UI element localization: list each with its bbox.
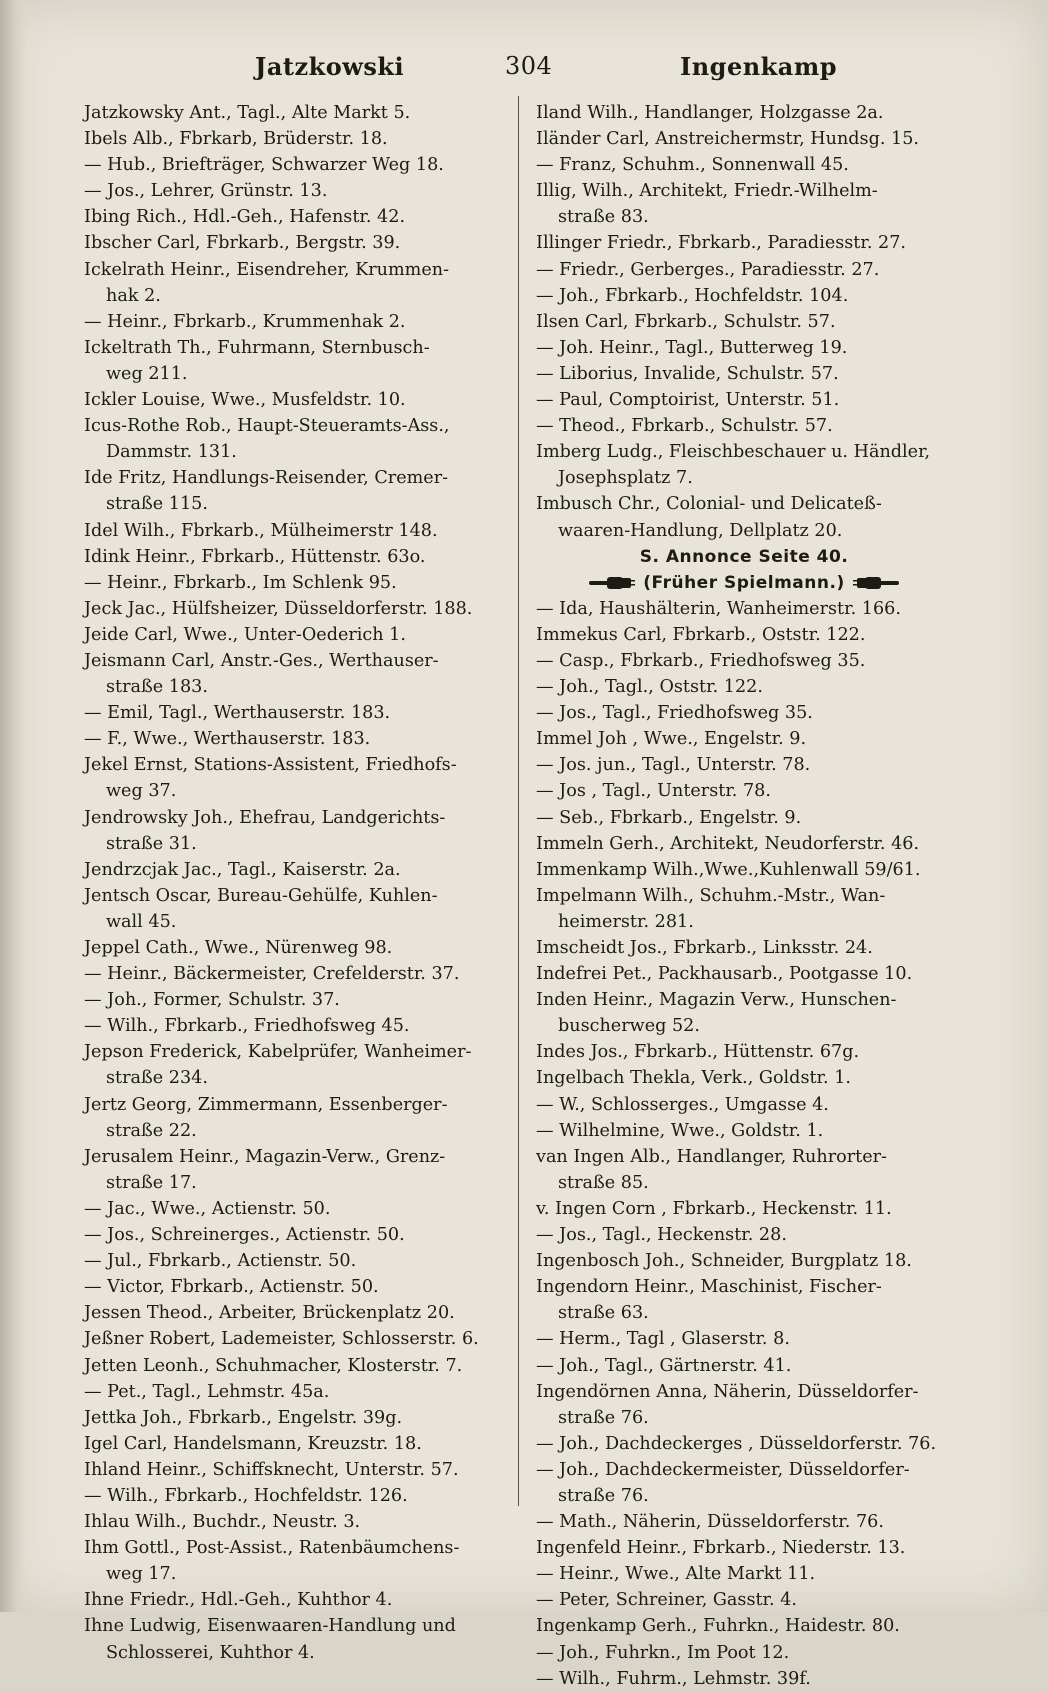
directory-entry [84, 648, 500, 700]
directory-entry [84, 987, 500, 1013]
entry-text: — Victor, Fbrkarb., Actienstr. 50. [84, 1277, 379, 1298]
entry-continuation: straße 76. [558, 1407, 649, 1428]
entry-continuation: waaren-Handlung, Dellplatz 20. [558, 520, 843, 541]
entry-text: Indes Jos., Fbrkarb., Hüttenstr. 67g. [536, 1042, 860, 1063]
entry-text: Idink Heinr., Fbrkarb., Hüttenstr. 63o. [84, 546, 426, 567]
entry-continuation: straße 234. [106, 1068, 208, 1089]
entry-text: Illinger Friedr., Fbrkarb., Paradiesstr. 27. [536, 233, 906, 254]
entry-continuation: weg 17. [106, 1564, 177, 1585]
entry-continuation: straße 63. [558, 1303, 649, 1324]
directory-entry [536, 857, 952, 883]
entry-text: — Heinr., Wwe., Alte Markt 11. [536, 1564, 816, 1585]
entry-text: Ickler Louise, Wwe., Musfeldstr. 10. [84, 390, 406, 411]
entry-continuation: Schlosserei, Kuhthor 4. [106, 1642, 315, 1663]
column-divider [518, 96, 519, 1506]
directory-entry [536, 283, 952, 309]
directory-entry [536, 439, 952, 491]
directory-entry [536, 805, 952, 831]
directory-entry [536, 1587, 952, 1613]
entry-text: — Heinr., Fbrkarb., Im Schlenk 95. [84, 572, 397, 593]
entry-text: — Joh. Heinr., Tagl., Butterweg 19. [536, 337, 848, 358]
directory-entry [536, 361, 952, 387]
entry-text: Indefrei Pet., Packhausarb., Pootgasse 10. [536, 964, 913, 985]
entry-text: Jeismann Carl, Anstr.-Ges., Werthauser- [84, 650, 439, 671]
directory-entry [84, 1013, 500, 1039]
directory-entry [536, 883, 952, 935]
entry-text: — Wilh., Fbrkarb., Friedhofsweg 45. [84, 1016, 410, 1037]
entry-text: Jendrzcjak Jac., Tagl., Kaiserstr. 2a. [84, 859, 401, 880]
entry-continuation: straße 115. [106, 494, 208, 515]
entry-text: — Jos. jun., Tagl., Unterstr. 78. [536, 755, 811, 776]
directory-entry [536, 491, 952, 543]
entry-text: — W., Schlosserges., Umgasse 4. [536, 1094, 829, 1115]
entry-text: — F., Wwe., Werthauserstr. 183. [84, 729, 371, 750]
entry-text: — Jos., Tagl., Friedhofsweg 35. [536, 703, 813, 724]
directory-entry [84, 1535, 500, 1587]
entry-text: Ingenbosch Joh., Schneider, Burgplatz 18. [536, 1251, 912, 1272]
entry-text: — Wilhelmine, Wwe., Goldstr. 1. [536, 1120, 824, 1141]
directory-entry [536, 1666, 952, 1692]
entry-text: van Ingen Alb., Handlanger, Ruhrorter- [536, 1146, 887, 1167]
directory-entry [84, 335, 500, 387]
directory-entry [84, 1587, 500, 1613]
advertisement-text: S. Annonce Seite 40. [639, 546, 849, 567]
directory-entry [536, 1274, 952, 1326]
entry-text: — Joh., Former, Schulstr. 37. [84, 990, 340, 1011]
entry-text: — Jos., Tagl., Heckenstr. 28. [536, 1225, 787, 1246]
directory-entry [84, 544, 500, 570]
directory-entry [536, 674, 952, 700]
entry-text: — Joh., Fuhrkn., Im Poot 12. [536, 1642, 790, 1663]
entry-text: — Heinr., Bäckermeister, Crefelderstr. 37. [84, 964, 460, 985]
left-column [84, 100, 500, 1666]
entry-text: — Ida, Haushälterin, Wanheimerstr. 166. [536, 598, 901, 619]
directory-entry [536, 778, 952, 804]
entry-continuation: Josephsplatz 7. [558, 468, 693, 489]
directory-entry [84, 1039, 500, 1091]
entry-continuation: hak 2. [106, 285, 161, 306]
directory-entry [84, 230, 500, 256]
directory-entry [536, 413, 952, 439]
entry-text: Jentsch Oscar, Bureau-Gehülfe, Kuhlen- [84, 885, 438, 906]
pointing-hand-icon [853, 575, 899, 591]
entry-text: — Pet., Tagl., Lehmstr. 45a. [84, 1381, 330, 1402]
running-head [80, 46, 960, 86]
directory-entry [84, 1613, 500, 1665]
entry-text: Inden Heinr., Magazin Verw., Hunschen- [536, 990, 897, 1011]
directory-entry [84, 1196, 500, 1222]
entry-text: — Hub., Briefträger, Schwarzer Weg 18. [84, 155, 444, 176]
directory-entry [536, 335, 952, 361]
advertisement-note [536, 544, 952, 570]
directory-entry [536, 1222, 952, 1248]
directory-entry [536, 1118, 952, 1144]
entry-text: Jertz Georg, Zimmermann, Essenberger- [84, 1094, 448, 1115]
directory-entry [84, 126, 500, 152]
directory-entry [84, 935, 500, 961]
directory-entry [536, 152, 952, 178]
entry-text: Jendrowsky Joh., Ehefrau, Landgerichts- [84, 807, 446, 828]
directory-entry [536, 622, 952, 648]
entry-text: — Paul, Comptoirist, Unterstr. 51. [536, 390, 840, 411]
entry-text: Idel Wilh., Fbrkarb., Mülheimerstr 148. [84, 520, 438, 541]
entry-text: Jeppel Cath., Wwe., Nürenweg 98. [84, 938, 393, 958]
directory-entry [536, 387, 952, 413]
page-binding-shadow [0, 0, 26, 1612]
directory-entry [84, 805, 500, 857]
directory-entry [536, 961, 952, 987]
directory-entry [84, 857, 500, 883]
entry-text: Jerusalem Heinr., Magazin-Verw., Grenz- [84, 1146, 446, 1167]
header-left-keyword: Jatzkowski [255, 52, 405, 81]
entry-text: Immeln Gerh., Architekt, Neudorferstr. 46. [536, 833, 920, 854]
entry-continuation: weg 211. [106, 363, 188, 384]
directory-entry [84, 1431, 500, 1457]
directory-entry [84, 883, 500, 935]
directory-entry [536, 752, 952, 778]
entry-text: Imscheidt Jos., Fbrkarb., Linksstr. 24. [536, 938, 873, 958]
entry-text: Ihland Heinr., Schiffsknecht, Unterstr. 57. [84, 1459, 459, 1480]
entry-text: — Jac., Wwe., Actienstr. 50. [84, 1198, 331, 1219]
entry-text: — Wilh., Fbrkarb., Hochfeldstr. 126. [84, 1485, 408, 1506]
entry-text: Immenkamp Wilh.,Wwe.,Kuhlenwall 59/61. [536, 859, 921, 880]
directory-entry [84, 1248, 500, 1274]
directory-entry [536, 257, 952, 283]
entry-text: Imbusch Chr., Colonial- und Delicateß- [536, 494, 882, 515]
right-column [536, 100, 952, 1692]
directory-entry [84, 1509, 500, 1535]
entry-text: Ingenkamp Gerh., Fuhrkn., Haidestr. 80. [536, 1616, 900, 1637]
directory-entry [84, 1457, 500, 1483]
directory-entry [84, 596, 500, 622]
entry-continuation: straße 31. [106, 833, 197, 854]
directory-entry [536, 230, 952, 256]
directory-entry [84, 204, 500, 230]
directory-entry [536, 1640, 952, 1666]
entry-continuation: straße 76. [558, 1485, 649, 1506]
advertisement-note [536, 570, 952, 596]
entry-text: — Peter, Schreiner, Gasstr. 4. [536, 1590, 798, 1611]
directory-entry [536, 700, 952, 726]
directory-entry [536, 100, 952, 126]
entry-text: Jettka Joh., Fbrkarb., Engelstr. 39g. [84, 1407, 403, 1428]
directory-entry [536, 309, 952, 335]
entry-text: Iländer Carl, Anstreichermstr, Hundsg. 15. [536, 129, 920, 150]
entry-continuation: heimerstr. 281. [558, 911, 694, 932]
directory-entry [84, 1300, 500, 1326]
entry-text: Ingelbach Thekla, Verk., Goldstr. 1. [536, 1068, 851, 1089]
entry-text: Jatzkowsky Ant., Tagl., Alte Markt 5. [84, 103, 411, 123]
directory-entry [84, 152, 500, 178]
entry-text: Ingenfeld Heinr., Fbrkarb., Niederstr. 13. [536, 1538, 906, 1559]
entry-text: — Joh., Dachdeckerges , Düsseldorferstr. 76. [536, 1433, 937, 1454]
entry-text: Ilsen Carl, Fbrkarb., Schulstr. 57. [536, 311, 836, 332]
directory-entry [536, 1379, 952, 1431]
directory-entry [84, 1144, 500, 1196]
entry-text: Jeide Carl, Wwe., Unter-Oederich 1. [84, 624, 406, 645]
directory-entry [536, 935, 952, 961]
entry-text: Ingendörnen Anna, Näherin, Düsseldorfer- [536, 1381, 919, 1402]
directory-entry [536, 831, 952, 857]
entry-text: Icus-Rothe Rob., Haupt-Steueramts-Ass., [84, 416, 450, 437]
entry-text: Ingendorn Heinr., Maschinist, Fischer- [536, 1277, 882, 1298]
directory-entry [536, 1326, 952, 1352]
directory-entry [536, 1065, 952, 1091]
directory-entry [84, 387, 500, 413]
directory-entry [536, 1509, 952, 1535]
entry-text: Imberg Ludg., Fleischbeschauer u. Händler, [536, 442, 931, 463]
entry-text: Illig, Wilh., Architekt, Friedr.-Wilhelm- [536, 181, 878, 202]
entry-text: Ihlau Wilh., Buchdr., Neustr. 3. [84, 1512, 361, 1533]
entry-text: Immel Joh , Wwe., Engelstr. 9. [536, 729, 807, 750]
entry-text: — Franz, Schuhm., Sonnenwall 45. [536, 155, 849, 176]
entry-text: — Jos , Tagl., Unterstr. 78. [536, 781, 771, 802]
directory-entry [536, 1457, 952, 1509]
directory-entry [536, 1535, 952, 1561]
directory-entry [536, 726, 952, 752]
entry-text: Ide Fritz, Handlungs-Reisender, Cremer- [84, 468, 449, 489]
directory-entry [84, 1326, 500, 1352]
entry-text: Ibscher Carl, Fbrkarb., Bergstr. 39. [84, 233, 401, 254]
entry-text: Ickeltrath Th., Fuhrmann, Sternbusch- [84, 337, 430, 358]
entry-text: — Joh., Tagl., Gärtnerstr. 41. [536, 1355, 792, 1376]
entry-text: Ihne Ludwig, Eisenwaaren-Handlung und [84, 1616, 456, 1637]
pointing-hand-icon [589, 575, 635, 591]
directory-entry [84, 1353, 500, 1379]
directory-entry [84, 1222, 500, 1248]
directory-entry [536, 1092, 952, 1118]
entry-text: Igel Carl, Handelsmann, Kreuzstr. 18. [84, 1433, 422, 1454]
directory-entry [84, 622, 500, 648]
entry-continuation: weg 37. [106, 781, 177, 802]
entry-text: — Seb., Fbrkarb., Engelstr. 9. [536, 807, 802, 828]
entry-text: Ibing Rich., Hdl.-Geh., Hafenstr. 42. [84, 207, 406, 228]
directory-entry [84, 1379, 500, 1405]
entry-text: — Casp., Fbrkarb., Friedhofsweg 35. [536, 650, 866, 671]
entry-text: Immekus Carl, Fbrkarb., Oststr. 122. [536, 624, 866, 645]
entry-text: Iland Wilh., Handlanger, Holzgasse 2a. [536, 103, 884, 123]
entry-text: Ihne Friedr., Hdl.-Geh., Kuhthor 4. [84, 1590, 393, 1611]
directory-entry [84, 257, 500, 309]
directory-entry [84, 178, 500, 204]
header-right-keyword: Ingenkamp [680, 52, 838, 81]
entry-text: — Math., Näherin, Düsseldorferstr. 76. [536, 1512, 884, 1533]
directory-entry [84, 726, 500, 752]
entry-continuation: straße 183. [106, 677, 208, 698]
directory-entry [84, 1405, 500, 1431]
directory-entry [84, 961, 500, 987]
directory-entry [84, 518, 500, 544]
entry-text: — Jos., Lehrer, Grünstr. 13. [84, 181, 328, 202]
entry-text: — Liborius, Invalide, Schulstr. 57. [536, 363, 839, 384]
directory-entry [84, 570, 500, 596]
directory-entry [536, 126, 952, 152]
entry-continuation: straße 83. [558, 207, 649, 228]
entry-text: Ibels Alb., Fbrkarb, Brüderstr. 18. [84, 129, 388, 150]
entry-text: Jepson Frederick, Kabelprüfer, Wanheimer- [84, 1042, 472, 1063]
directory-entry [84, 1092, 500, 1144]
entry-continuation: straße 22. [106, 1120, 197, 1141]
directory-entry [84, 752, 500, 804]
entry-text: — Heinr., Fbrkarb., Krummenhak 2. [84, 311, 406, 332]
entry-text: Impelmann Wilh., Schuhm.-Mstr., Wan- [536, 885, 886, 906]
directory-entry [536, 1248, 952, 1274]
entry-continuation: straße 85. [558, 1172, 649, 1193]
directory-entry [536, 1353, 952, 1379]
directory-entry [536, 1196, 952, 1222]
entry-text: v. Ingen Corn , Fbrkarb., Heckenstr. 11. [536, 1198, 892, 1219]
entry-text: — Friedr., Gerberges., Paradiesstr. 27. [536, 259, 880, 280]
directory-entry [536, 648, 952, 674]
entry-continuation: wall 45. [106, 911, 177, 932]
entry-text: — Wilh., Fuhrm., Lehmstr. 39f. [536, 1668, 811, 1689]
directory-entry [536, 1144, 952, 1196]
directory-entry [84, 309, 500, 335]
entry-text: Ickelrath Heinr., Eisendreher, Krummen- [84, 259, 450, 280]
directory-entry [536, 596, 952, 622]
advertisement-text: (Früher Spielmann.) [643, 572, 845, 593]
entry-text: Jetten Leonh., Schuhmacher, Klosterstr. 7. [84, 1355, 463, 1376]
entry-text: — Herm., Tagl , Glaserstr. 8. [536, 1329, 790, 1350]
entry-continuation: straße 17. [106, 1172, 197, 1193]
directory-entry [84, 465, 500, 517]
page-number: 304 [505, 52, 553, 80]
entry-text: — Theod., Fbrkarb., Schulstr. 57. [536, 416, 833, 437]
directory-entry [536, 987, 952, 1039]
entry-text: — Jul., Fbrkarb., Actienstr. 50. [84, 1251, 357, 1272]
entry-text: Jessen Theod., Arbeiter, Brückenplatz 20. [84, 1303, 455, 1324]
entry-text: Jeck Jac., Hülfsheizer, Düsseldorferstr. 188. [84, 598, 473, 619]
directory-entry [84, 413, 500, 465]
entry-text: — Jos., Schreinerges., Actienstr. 50. [84, 1225, 405, 1246]
entry-text: — Joh., Dachdeckermeister, Düsseldorfer- [536, 1459, 910, 1480]
directory-entry [536, 1561, 952, 1587]
entry-continuation: buscherweg 52. [558, 1016, 700, 1037]
directory-entry [536, 1039, 952, 1065]
directory-entry [536, 1613, 952, 1639]
entry-text: Jekel Ernst, Stations-Assistent, Friedhofs- [84, 755, 457, 776]
entry-text: — Joh., Tagl., Oststr. 122. [536, 677, 763, 698]
directory-entry [84, 700, 500, 726]
entry-text: Jeßner Robert, Lademeister, Schlosserstr. 6. [84, 1329, 479, 1350]
directory-entry [84, 100, 500, 126]
entry-text: Ihm Gottl., Post-Assist., Ratenbäumchens- [84, 1538, 460, 1559]
directory-entry [536, 178, 952, 230]
entry-text: — Joh., Fbrkarb., Hochfeldstr. 104. [536, 285, 849, 306]
directory-entry [536, 1431, 952, 1457]
directory-entry [84, 1483, 500, 1509]
entry-text: — Emil, Tagl., Werthauserstr. 183. [84, 703, 391, 724]
directory-entry [84, 1274, 500, 1300]
entry-continuation: Dammstr. 131. [106, 442, 237, 463]
